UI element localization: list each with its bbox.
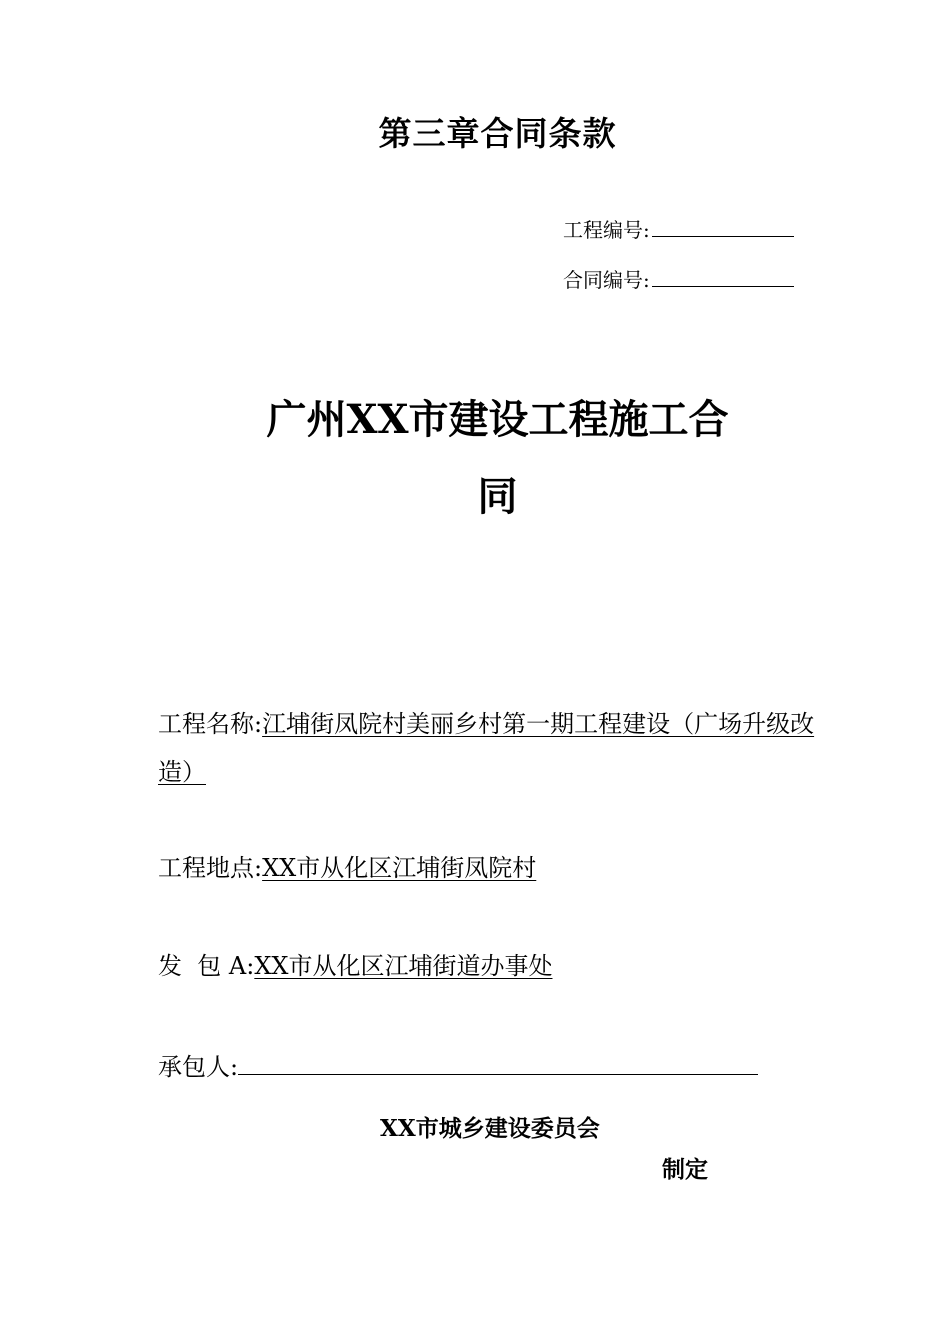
contractor-blank[interactable] bbox=[238, 1046, 758, 1075]
project-site-label: 工程地点: bbox=[158, 854, 263, 882]
chapter-title: 第三章合同条款 bbox=[378, 114, 617, 153]
contract-number-blank[interactable] bbox=[652, 264, 794, 287]
contract-title-line-1: 广州XX市建设工程施工合 bbox=[266, 396, 729, 443]
issued-label: 制定 bbox=[662, 1156, 708, 1183]
project-site-value: XX市从化区江埔街凤院村 bbox=[262, 854, 537, 882]
contract-title-line-2: 同 bbox=[477, 473, 518, 520]
project-number-blank[interactable] bbox=[652, 214, 794, 237]
project-name-field bbox=[158, 700, 838, 796]
contract-number-label: 合同编号: bbox=[563, 268, 650, 292]
project-number-field bbox=[563, 214, 794, 243]
contract-number-field bbox=[563, 264, 794, 293]
project-number-label: 工程编号: bbox=[563, 218, 650, 242]
issuer-name: XX市城乡建设委员会 bbox=[380, 1115, 600, 1142]
project-site-field bbox=[158, 848, 536, 883]
party-a-label: 发 包 A: bbox=[158, 952, 255, 980]
party-a-field bbox=[158, 946, 552, 981]
party-a-value: XX市从化区江埔街道办事处 bbox=[254, 952, 553, 980]
project-name-label: 工程名称: bbox=[158, 710, 263, 738]
contractor-field bbox=[158, 1046, 758, 1082]
contractor-label: 承包人: bbox=[158, 1053, 239, 1081]
project-name-value: 江埔街凤院村美丽乡村第一期工程建设（广场升级改造） bbox=[158, 710, 815, 786]
